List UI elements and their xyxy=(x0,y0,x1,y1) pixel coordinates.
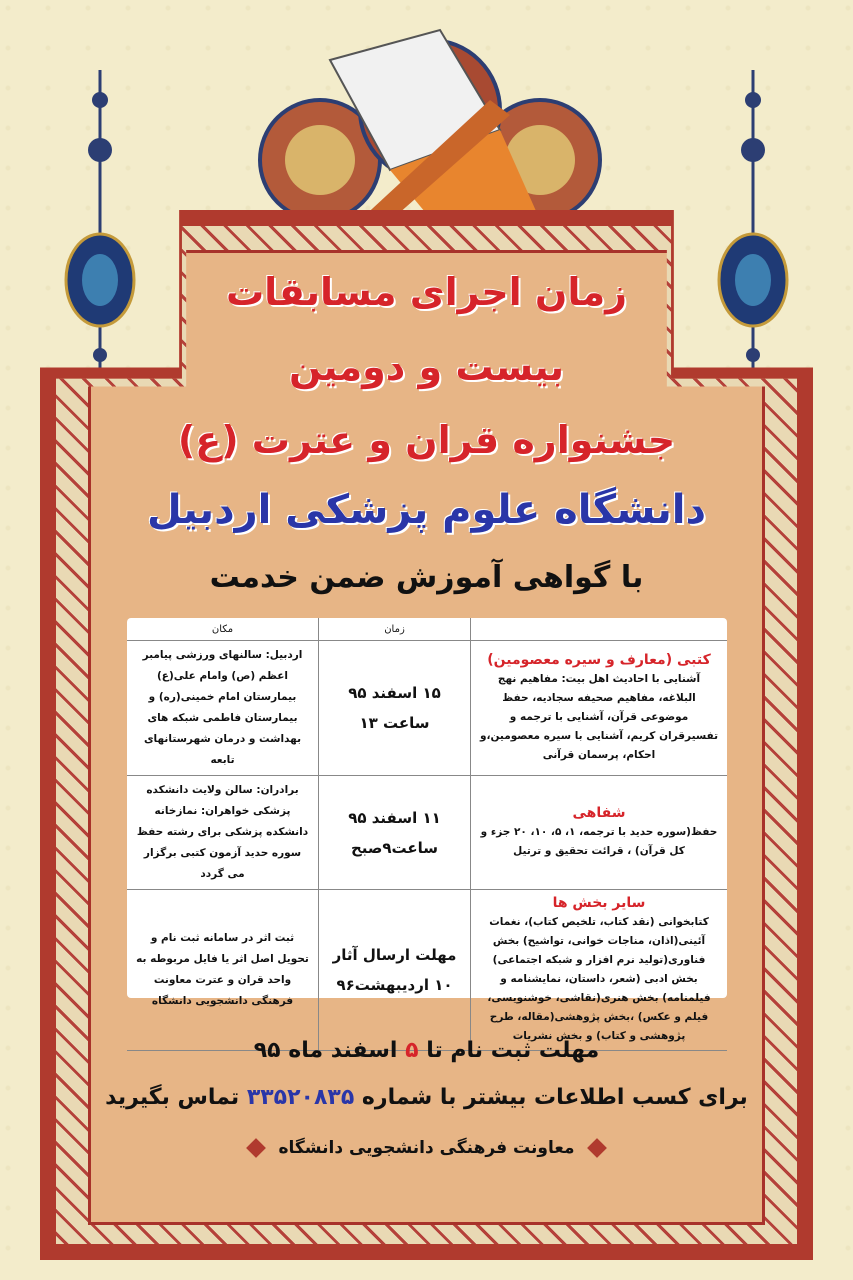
table-row xyxy=(127,641,727,776)
time-line-2: ساعت ۱۳ xyxy=(359,714,430,732)
right-ornament-icon xyxy=(713,70,793,370)
type-cell xyxy=(471,776,728,890)
place-cell xyxy=(127,641,319,776)
place-cell xyxy=(127,776,319,890)
title-line-2: بیست و دومین xyxy=(288,345,565,389)
contact-post: تماس بگیرید xyxy=(105,1085,240,1110)
type-title: شفاهی xyxy=(572,805,626,821)
type-body: آشنایی با احادیث اهل بیت: مفاهیم نهج البلاغه، مفاهیم صحیفه سجادیه، حفظ موضوعی قرآن، آشنایی با ترجمه و تفسیرقران کریم، آشنایی با سیره معصومین،و احکام، پرسمان قرآنی xyxy=(479,673,719,761)
table-row xyxy=(127,890,727,1051)
contact-pre: برای کسب اطلاعات بیشتر با شماره xyxy=(361,1085,748,1110)
time-cell xyxy=(319,890,471,1051)
time-line-1: ۱۵ اسفند ۹۵ xyxy=(348,684,441,702)
deadline-day: ۵ xyxy=(405,1038,419,1063)
time-line-2: ۱۰ اردیبهشت۹۶ xyxy=(336,976,453,994)
place-cell xyxy=(127,890,319,1051)
left-ornament-icon xyxy=(60,70,140,370)
place-text: برادران: سالن ولایت دانشکده پزشکی خواهران: نمازخانه دانشکده پزشکی برای رشته حفظ سوره حدید آزمون کتبی برگزار می گردد xyxy=(136,784,309,880)
title-line-3: جشنواره قران و عترت (ع) xyxy=(177,418,676,462)
registration-deadline xyxy=(0,1038,853,1063)
university-name: دانشگاه علوم پزشکی اردبیل xyxy=(147,487,706,533)
header-type xyxy=(471,618,728,641)
deadline-pre: مهلت ثبت نام تا xyxy=(426,1038,600,1063)
time-line-1: مهلت ارسال آثار xyxy=(332,946,457,964)
header-place: مکان xyxy=(127,618,319,641)
schedule-table xyxy=(127,618,727,1042)
type-cell xyxy=(471,641,728,776)
time-line-1: ۱۱ اسفند ۹۵ xyxy=(348,808,441,827)
organizer-name: معاونت فرهنگی دانشجویی دانشگاه xyxy=(278,1138,575,1158)
type-cell xyxy=(471,890,728,1051)
time-cell xyxy=(319,776,471,890)
contact-info xyxy=(0,1085,853,1110)
certificate-note: با گواهی آموزش ضمن خدمت xyxy=(209,560,644,595)
contact-number: ۳۳۵۲۰۸۳۵ xyxy=(246,1085,355,1110)
table-row xyxy=(127,776,727,890)
diamond-icon xyxy=(246,1138,266,1158)
title-line-1: زمان اجرای مسابقات xyxy=(225,270,627,314)
place-text: ثبت اثر در سامانه ثبت نام و تحویل اصل اثر یا فایل مربوطه به واحد قران و عترت معاونت فرهنگی دانشجویی دانشگاه xyxy=(136,932,309,1007)
header-time: زمان xyxy=(319,618,471,641)
type-body: حفظ(سوره حدید با ترجمه، ۱، ۵، ۱۰، ۲۰ جزء و کل قرآن) ، قرائت تحقیق و ترتیل xyxy=(480,826,718,857)
type-body: کتابخوانی (نقد کتاب، تلخیص کتاب)، نغمات آئینی(اذان، مناجات خوانی، تواشیح) بخش فناوری(تولید نرم افزار و شبکه اجتماعی) بخش ادبی (شعر، داستان، نمایشنامه و فیلمنامه) بخش هنری(نقاشی، خوشنویسی، فیلم و عکس) ،بخش پژوهشی(مقاله، طرح پژوهشی و کتاب) و بخش نشریات xyxy=(487,916,711,1042)
organizer xyxy=(0,1138,853,1158)
type-title: سایر بخش ها xyxy=(552,895,646,911)
deadline-post: اسفند ماه ۹۵ xyxy=(253,1038,398,1063)
time-cell xyxy=(319,641,471,776)
type-title: کتبی (معارف و سیره معصومین) xyxy=(487,652,711,668)
quran-rehal-icon xyxy=(240,20,620,230)
time-line-2: ساعت۹صبح xyxy=(350,838,439,857)
diamond-icon xyxy=(588,1138,608,1158)
place-text: اردبیل: سالنهای ورزشی پیامبر اعظم (ص) وامام علی(ع) بیمارستان امام خمینی(ره) و بیمارستان فاطمی شبکه های بهداشت و درمان شهرستانهای تابعه xyxy=(142,649,303,766)
